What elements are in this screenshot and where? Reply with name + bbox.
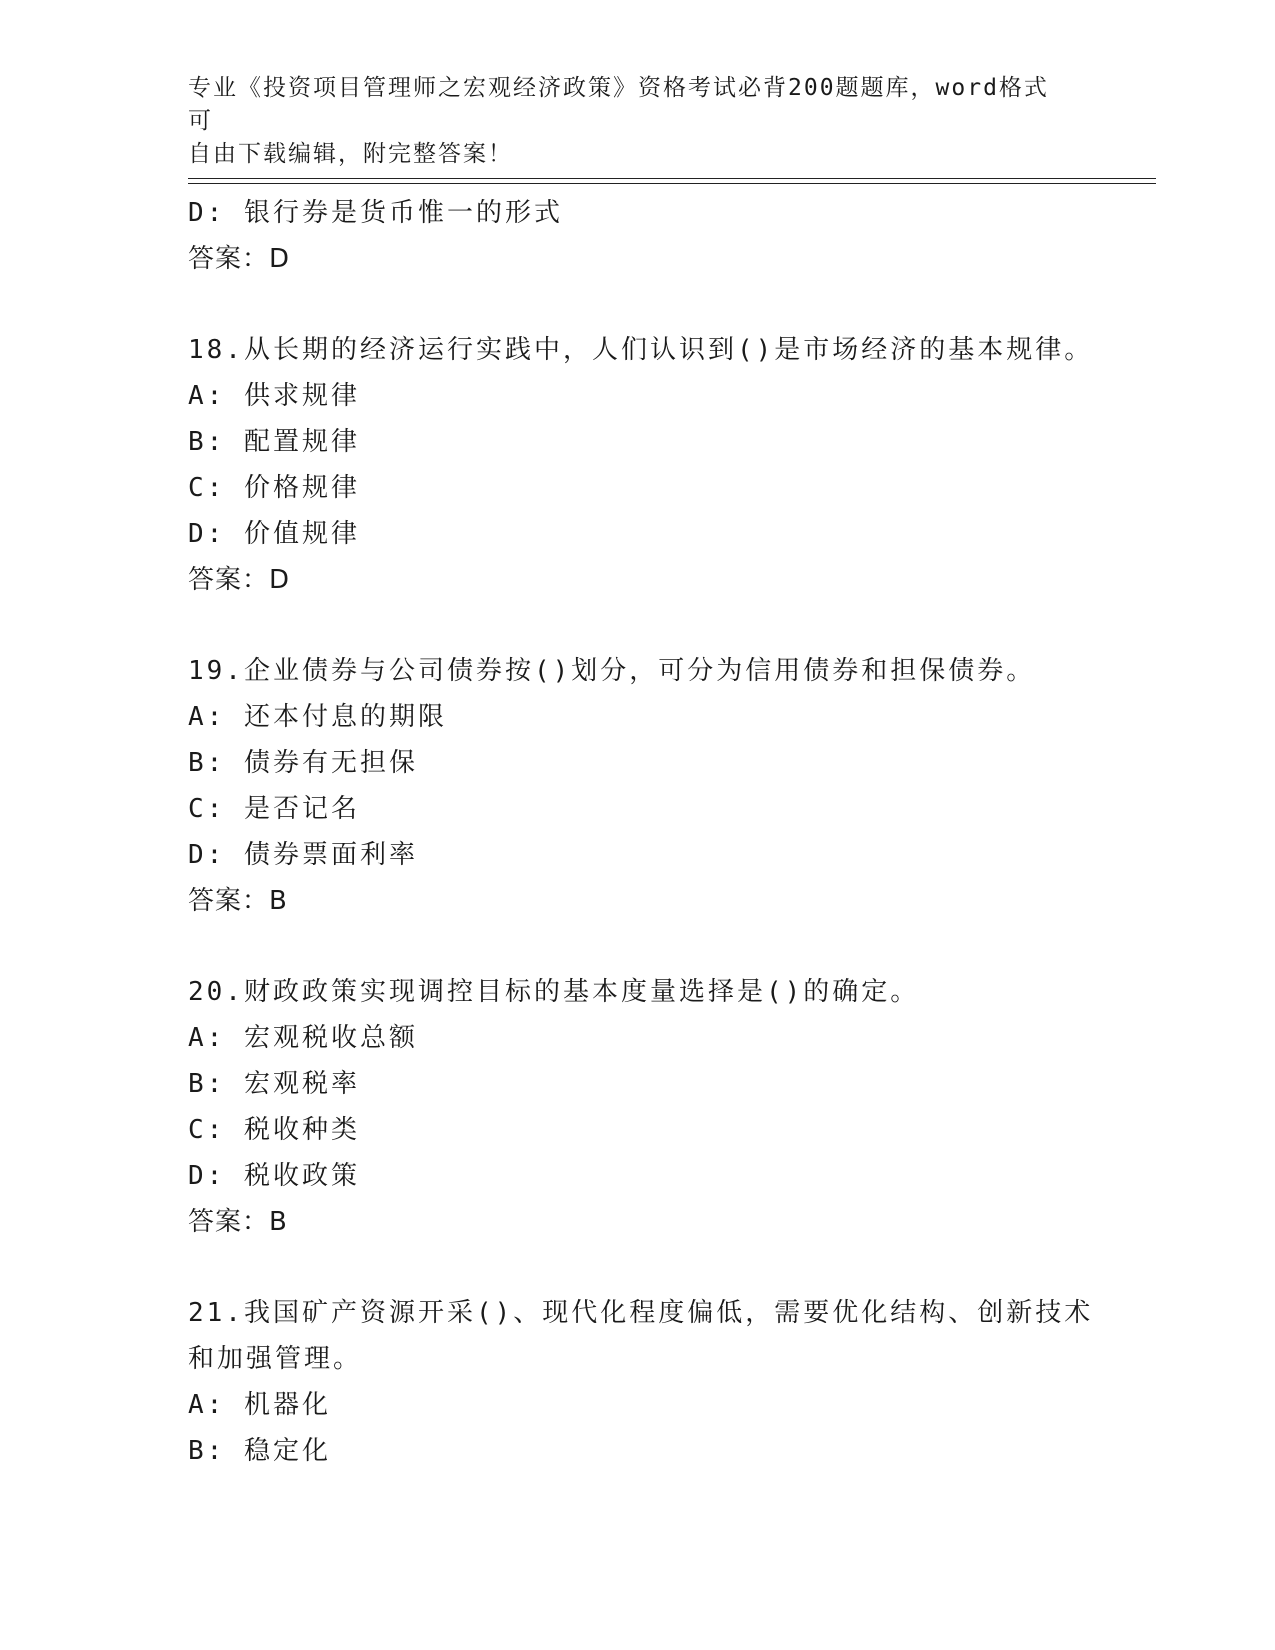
option-d: D: 价值规律	[188, 519, 360, 549]
question-list	[188, 190, 1108, 1474]
answer-line: 答案：D	[188, 244, 291, 274]
question-stem-line-1: 21.我国矿产资源开采()、现代化程度偏低，需要优化结构、创新技术	[188, 1298, 1094, 1328]
question-19	[188, 648, 1108, 924]
option-d: D: 债券票面利率	[188, 840, 418, 870]
option-a: A: 机器化	[188, 1390, 331, 1420]
option-b: B: 宏观税率	[188, 1069, 360, 1099]
question-stem: 19.企业债券与公司债券按()划分，可分为信用债券和担保债券。	[188, 656, 1036, 686]
option-a: A: 供求规律	[188, 381, 360, 411]
question-stem-line-2: 和加强管理。	[188, 1344, 363, 1374]
option-c: C: 价格规律	[188, 473, 360, 503]
header-line-1: 专业《投资项目管理师之宏观经济政策》资格考试必背200题题库，word格式可	[188, 75, 1049, 134]
question-stem: 18.从长期的经济运行实践中，人们认识到()是市场经济的基本规律。	[188, 335, 1094, 365]
option-b: B: 债券有无担保	[188, 748, 418, 778]
answer-line: 答案：B	[188, 886, 288, 916]
question-20	[188, 969, 1108, 1245]
option-b: B: 配置规律	[188, 427, 360, 457]
header-divider-top	[188, 178, 1156, 179]
document-header	[188, 72, 1068, 171]
option-d: D: 税收政策	[188, 1161, 360, 1191]
option-c: C: 是否记名	[188, 794, 360, 824]
answer-line: 答案：D	[188, 565, 291, 595]
option-a: A: 还本付息的期限	[188, 702, 447, 732]
option-b: B: 稳定化	[188, 1436, 331, 1466]
question-stem: 20.财政政策实现调控目标的基本度量选择是()的确定。	[188, 977, 920, 1007]
question-21	[188, 1290, 1108, 1474]
option-c: C: 税收种类	[188, 1115, 360, 1145]
option-a: A: 宏观税收总额	[188, 1023, 418, 1053]
header-divider-bottom	[188, 183, 1156, 184]
answer-line: 答案：B	[188, 1207, 288, 1237]
header-line-2: 自由下载编辑，附完整答案！	[188, 141, 513, 167]
option-d: D: 银行券是货币惟一的形式	[188, 198, 563, 228]
question-18	[188, 327, 1108, 603]
